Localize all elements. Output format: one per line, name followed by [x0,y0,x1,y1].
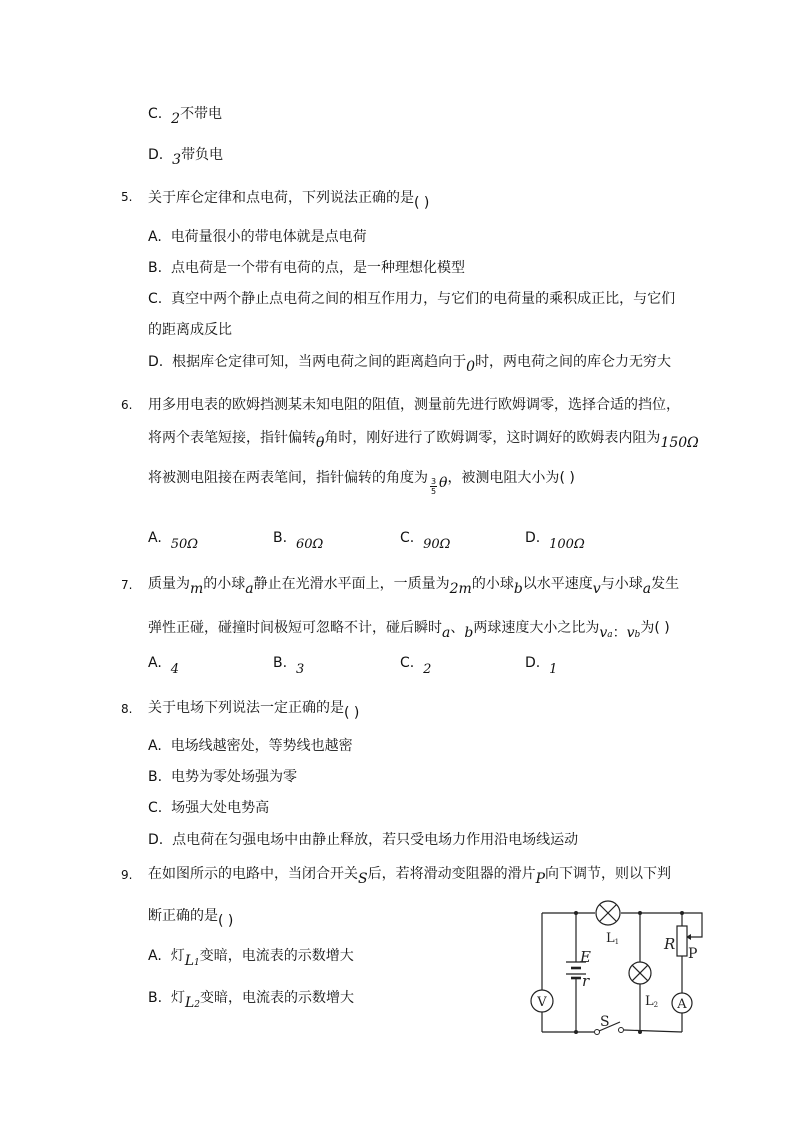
junction-dot [680,911,684,915]
label-s: S [600,1014,610,1030]
q5-option-d: D. 根据库仑定律可知，当两电荷之间的距离趋向于0时，两电荷之间的库仑力无穷大 [148,354,672,375]
wire [624,1030,682,1032]
svg-text:V: V [537,995,547,1010]
q5-option-b: B. 点电荷是一个带有电荷的点，是一种理想化模型 [148,260,465,276]
q8-option-a: A. 电场线越密处，等势线也越密 [148,738,353,754]
label-rheostat: R [664,935,676,953]
lamp-l1 [596,901,620,925]
q9-option-b: B. 灯$L_2$变暗，电流表的示数增大 [148,990,354,1011]
q8-stem: 关于电场下列说法一定正确的是( ) [148,700,360,721]
voltmeter [531,990,553,1012]
junction-dot [638,1030,642,1034]
q4-option-d: D. 3带负电 [148,147,224,168]
junction-dot [574,1030,578,1034]
q8-option-c: C. 场强大处电势高 [148,800,270,816]
junction-dot [638,911,642,915]
q7-number: 7. [121,578,133,592]
label-e: E [580,948,591,966]
q6-line3: 将被测电阻接在两表笔间，指针偏转的角度为 $\frac{3}{5}$ θ，被测电阻大小为( ) [148,470,575,496]
ammeter [672,993,692,1013]
q9-number: 9. [121,868,133,882]
q5-stem: 关于库仑定律和点电荷，下列说法正确的是( ) [148,190,430,211]
junction-dot [574,911,578,915]
q5-option-a: A. 电荷量很小的带电体就是点电荷 [148,229,367,245]
q7-option-d: D. 1 [525,655,558,677]
q7-line2: 弹性正碰，碰撞时间极短可忽略不计，碰后瞬时a、b两球速度大小之比为$v_a$：$v_b$为( ) [148,620,670,641]
q8-number: 8. [121,702,133,716]
q7-option-c: C. 2 [400,655,432,677]
q5-number: 5. [121,190,133,204]
label-r: r [582,972,590,990]
q5-option-c: C. 真空中两个静止点电荷之间的相互作用力，与它们的电荷量的乘积成正比，与它们 [148,291,676,307]
q9-line1: 在如图所示的电路中，当闭合开关S后，若将滑动变阻器的滑片P向下调节，则以下判 [148,866,672,887]
q9-option-a: A. 灯$L_1$变暗，电流表的示数增大 [148,948,354,969]
q6-option-b: B. 60Ω [273,530,324,552]
q7-option-a: A. 4 [148,655,179,677]
circuit-diagram [520,895,720,1040]
svg-text:A: A [677,997,687,1012]
fraction: $\frac{3}{5}$ [430,476,437,496]
q7-line1: 质量为m的小球a静止在光滑水平面上，一质量为2m的小球b以水平速度v与小球a发生 [148,576,680,597]
lamp-l2 [629,962,651,984]
q5-option-c-cont: 的距离成反比 [148,322,232,338]
q6-line1: 用多用电表的欧姆挡测某未知电阻的阻值，测量前先进行欧姆调零，选择合适的挡位， [148,397,680,413]
label-p: P [688,946,698,962]
q9-line2: 断正确的是( ) [148,908,234,929]
q7-option-b: B. 3 [273,655,305,677]
q6-number: 6. [121,398,133,412]
q4-option-c: C. 2不带电 [148,106,223,127]
q6-option-a: A. 50Ω [148,530,199,552]
label-l2: L2 [645,994,659,1009]
q6-line2: 将两个表笔短接，指针偏转θ角时，刚好进行了欧姆调零，这时调好的欧姆表内阻为150Ω [148,430,699,451]
label-l1: L1 [606,931,620,946]
q8-option-d: D. 点电荷在匀强电场中由静止释放，若只受电场力作用沿电场线运动 [148,832,579,848]
q8-option-b: B. 电势为零处场强为零 [148,769,297,785]
rheostat [677,926,687,956]
q6-option-d: D. 100Ω [525,530,585,552]
q6-option-c: C. 90Ω [400,530,451,552]
